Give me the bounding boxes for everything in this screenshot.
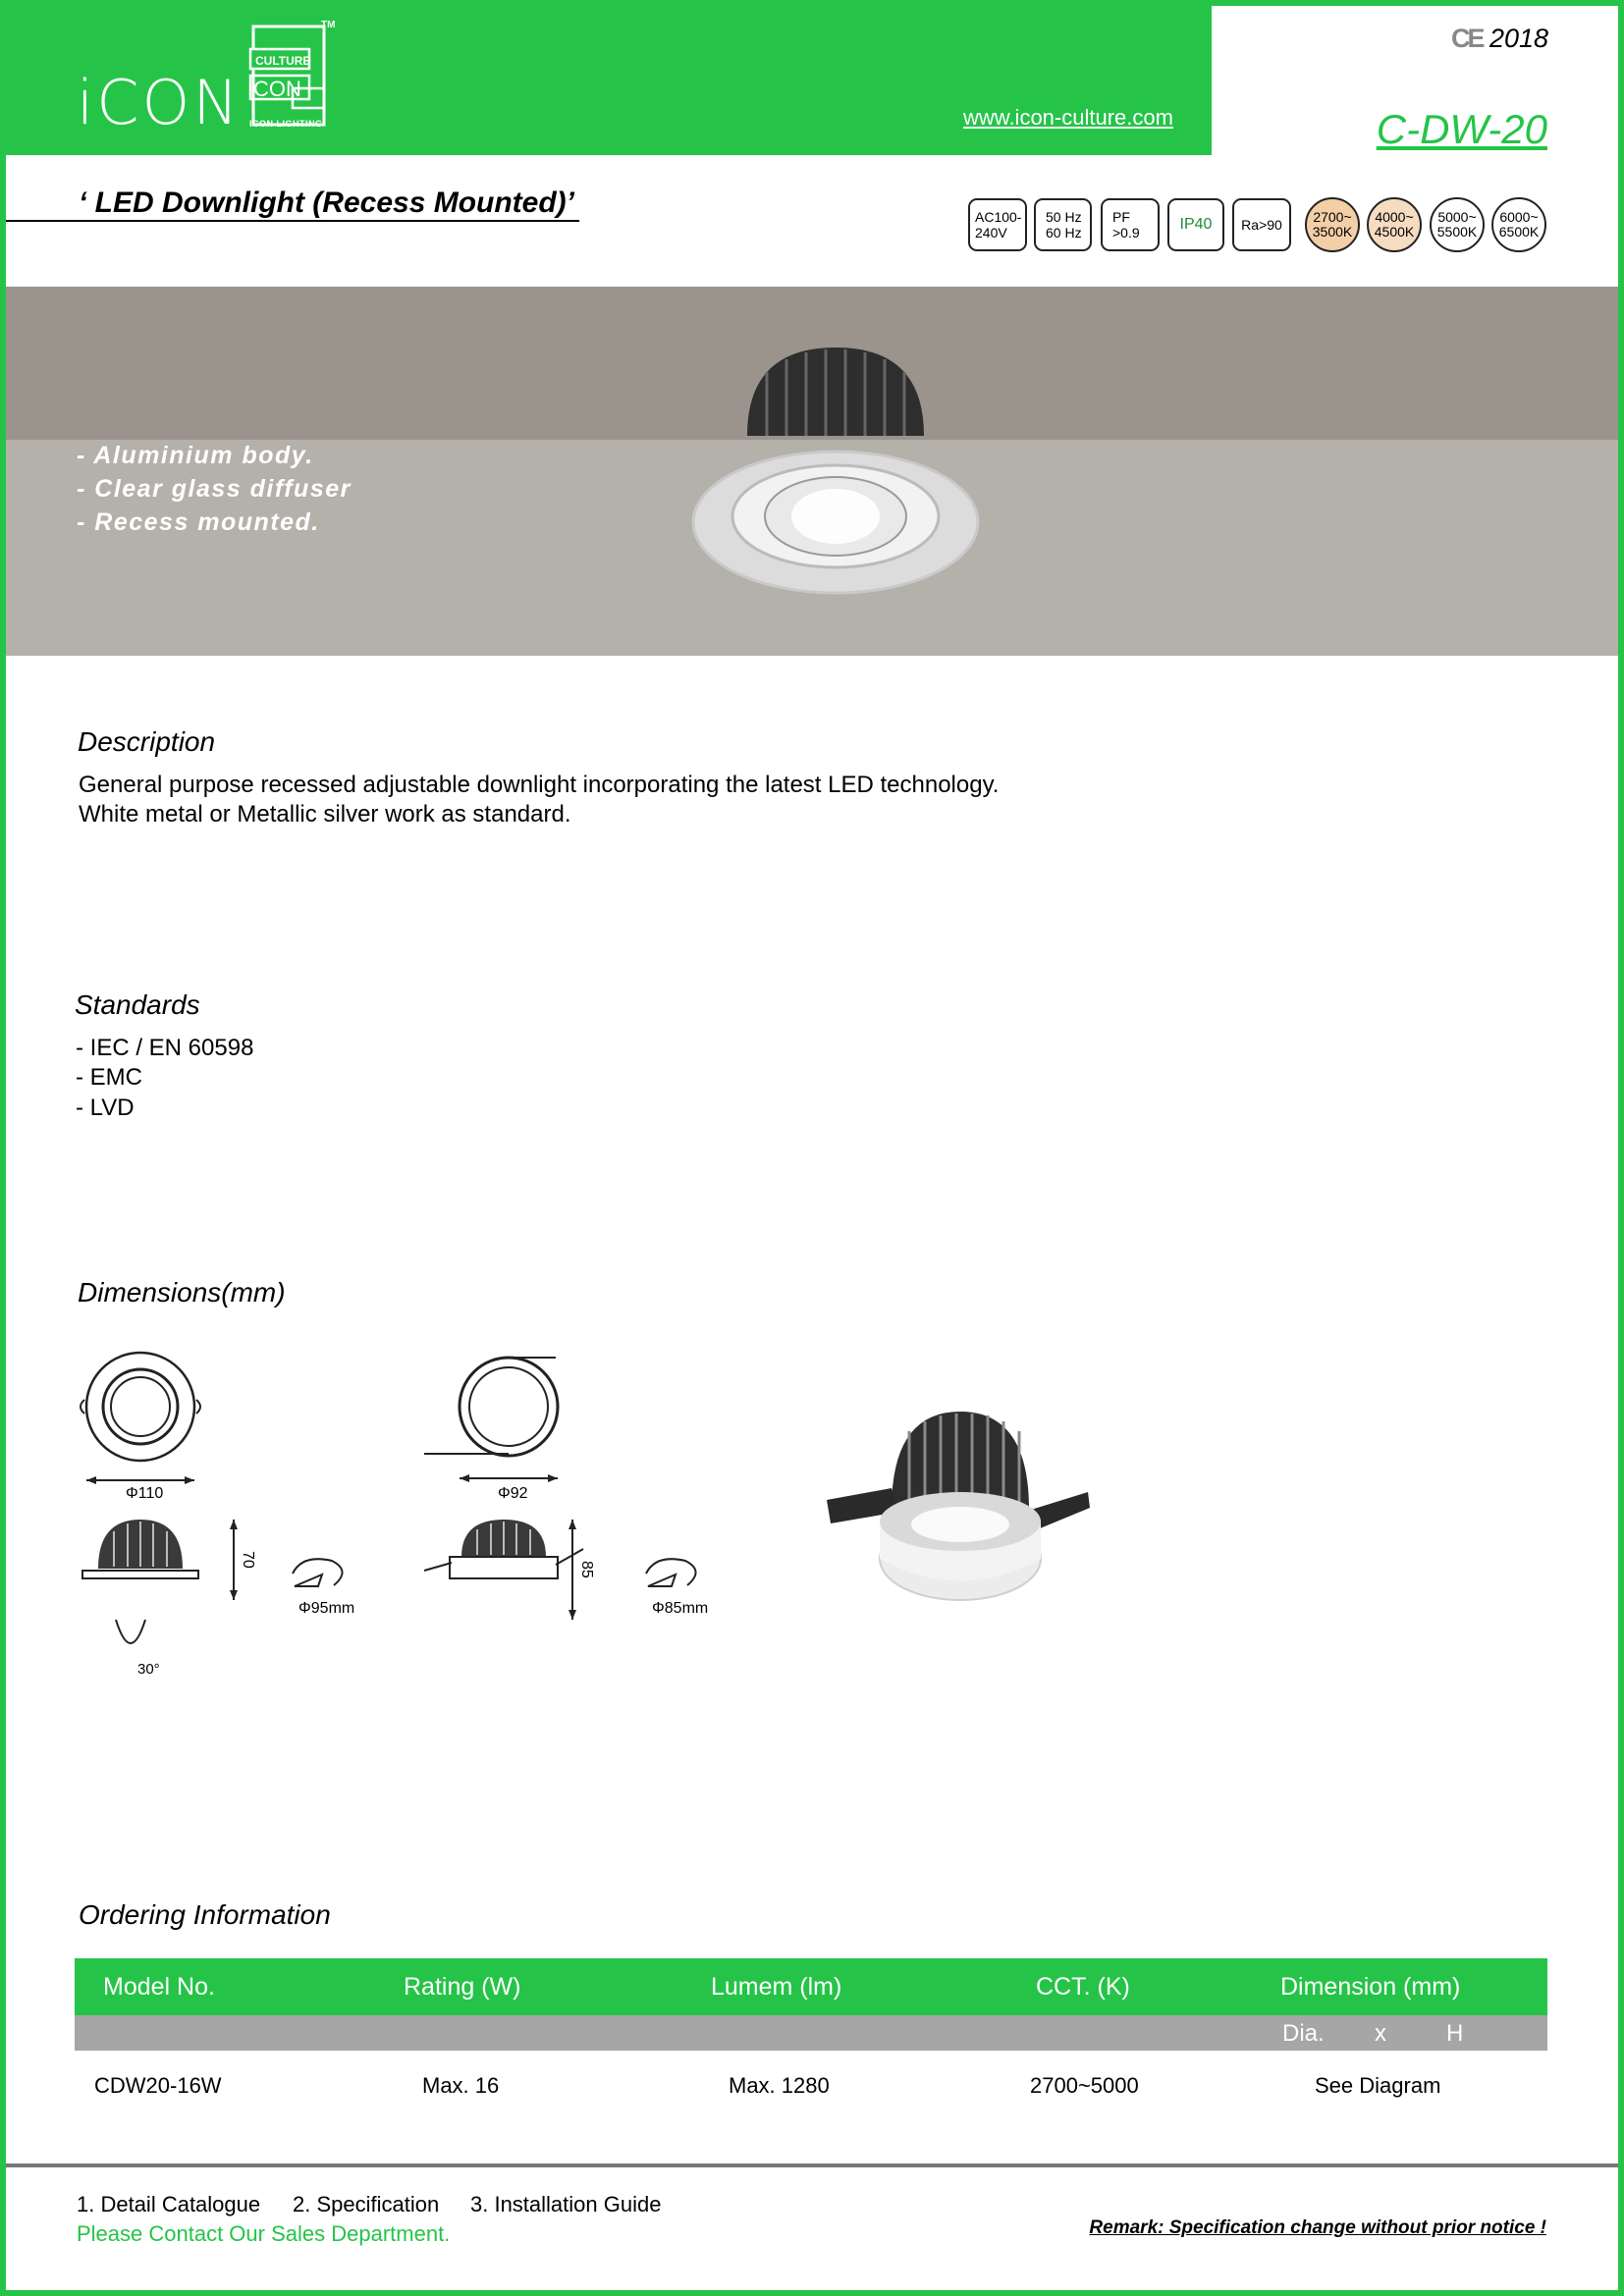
column-header: CCT. (K)	[1036, 1973, 1130, 2001]
logo-mark-main: CON	[253, 77, 301, 101]
standard-item: - IEC / EN 60598	[76, 1035, 254, 1061]
feature-item: - Aluminium body.	[77, 442, 314, 469]
product-title: ‘ LED Downlight (Recess Mounted)’	[79, 187, 575, 219]
column-header: Rating (W)	[404, 1973, 521, 2001]
product-banner	[6, 287, 1618, 656]
tilt-angle-label: 30°	[137, 1661, 160, 1678]
table-cell-model: CDW20-16W	[94, 2073, 222, 2098]
cct-option-5000: 5000~ 5500K	[1430, 197, 1485, 252]
standard-item: - EMC	[76, 1064, 142, 1091]
downlight-angled-product-image	[823, 1402, 1098, 1608]
table-cell-rating: Max. 16	[422, 2073, 500, 2098]
footer-divider	[6, 2163, 1618, 2167]
year-label: 2018	[1489, 24, 1549, 53]
footer-link-detail-catalogue[interactable]: 1. Detail Catalogue	[77, 2192, 261, 2216]
voltage-badge: AC100- 240V	[968, 198, 1027, 251]
description-line: White metal or Metallic silver work as standard.	[79, 801, 571, 828]
power-factor-badge: PF >0.9	[1101, 198, 1160, 251]
dimensions-heading: Dimensions(mm)	[78, 1277, 286, 1308]
trademark: TM	[321, 20, 336, 30]
footer-link-installation-guide[interactable]: 3. Installation Guide	[470, 2192, 662, 2216]
dimension-drawing-b	[420, 1343, 734, 1637]
cct-option-2700: 2700~ 3500K	[1305, 197, 1360, 252]
cutout-label: Φ85mm	[652, 1600, 709, 1617]
column-header: Lumem (lm)	[711, 1973, 842, 2001]
column-header: Dimension (mm)	[1280, 1973, 1461, 2001]
cct-option-4000: 4000~ 4500K	[1367, 197, 1422, 252]
model-code: C-DW-20	[1376, 106, 1547, 152]
ordering-table-subheader	[75, 2015, 1547, 2051]
website-link[interactable]: www.icon-culture.com	[963, 105, 1173, 130]
ip-rating-badge: IP40	[1167, 198, 1224, 251]
height-label: 70	[240, 1551, 256, 1569]
cct-option-6000: 6000~ 6500K	[1491, 197, 1546, 252]
table-cell-lumen: Max. 1280	[729, 2073, 830, 2098]
feature-item: - Recess mounted.	[77, 508, 320, 536]
logo-mark-top: CULTURE	[255, 54, 311, 68]
description-heading: Description	[78, 726, 216, 757]
downlight-product-image	[688, 338, 983, 652]
table-cell-cct: 2700~5000	[1030, 2073, 1139, 2098]
specification-remark: Remark: Specification change without prior notice !	[1089, 2217, 1546, 2238]
sub-column-header: Dia.	[1282, 2020, 1325, 2047]
height-label: 85	[578, 1561, 595, 1578]
ce-mark-icon: CE	[1451, 24, 1483, 53]
brand-subtitle: ICON LIGHTING	[249, 119, 323, 129]
description-line: General purpose recessed adjustable downlight incorporating the latest LED technology.	[79, 772, 1000, 798]
footer-link-specification[interactable]: 2. Specification	[293, 2192, 440, 2216]
ordering-heading: Ordering Information	[79, 1899, 331, 1930]
diameter-label: Φ110	[126, 1485, 164, 1502]
feature-item: - Clear glass diffuser	[77, 475, 352, 503]
table-cell-dimension: See Diagram	[1315, 2073, 1441, 2098]
brand-logo-mark	[245, 22, 344, 130]
diameter-label: Φ92	[498, 1485, 528, 1502]
standards-heading: Standards	[75, 989, 200, 1020]
cutout-label: Φ95mm	[298, 1600, 355, 1617]
dimension-drawing-a	[77, 1343, 381, 1682]
cri-badge: Ra>90	[1232, 198, 1291, 251]
column-header: Model No.	[103, 1973, 215, 2001]
sales-contact-text: Please Contact Our Sales Department.	[77, 2221, 451, 2246]
sub-column-header: x	[1375, 2020, 1386, 2047]
title-underline	[6, 220, 579, 222]
brand-logo-text: iCON	[77, 67, 242, 138]
standard-item: - LVD	[76, 1095, 135, 1121]
frequency-badge: 50 Hz 60 Hz	[1034, 198, 1092, 251]
ordering-table-header	[75, 1958, 1547, 2015]
sub-column-header: H	[1446, 2020, 1464, 2047]
